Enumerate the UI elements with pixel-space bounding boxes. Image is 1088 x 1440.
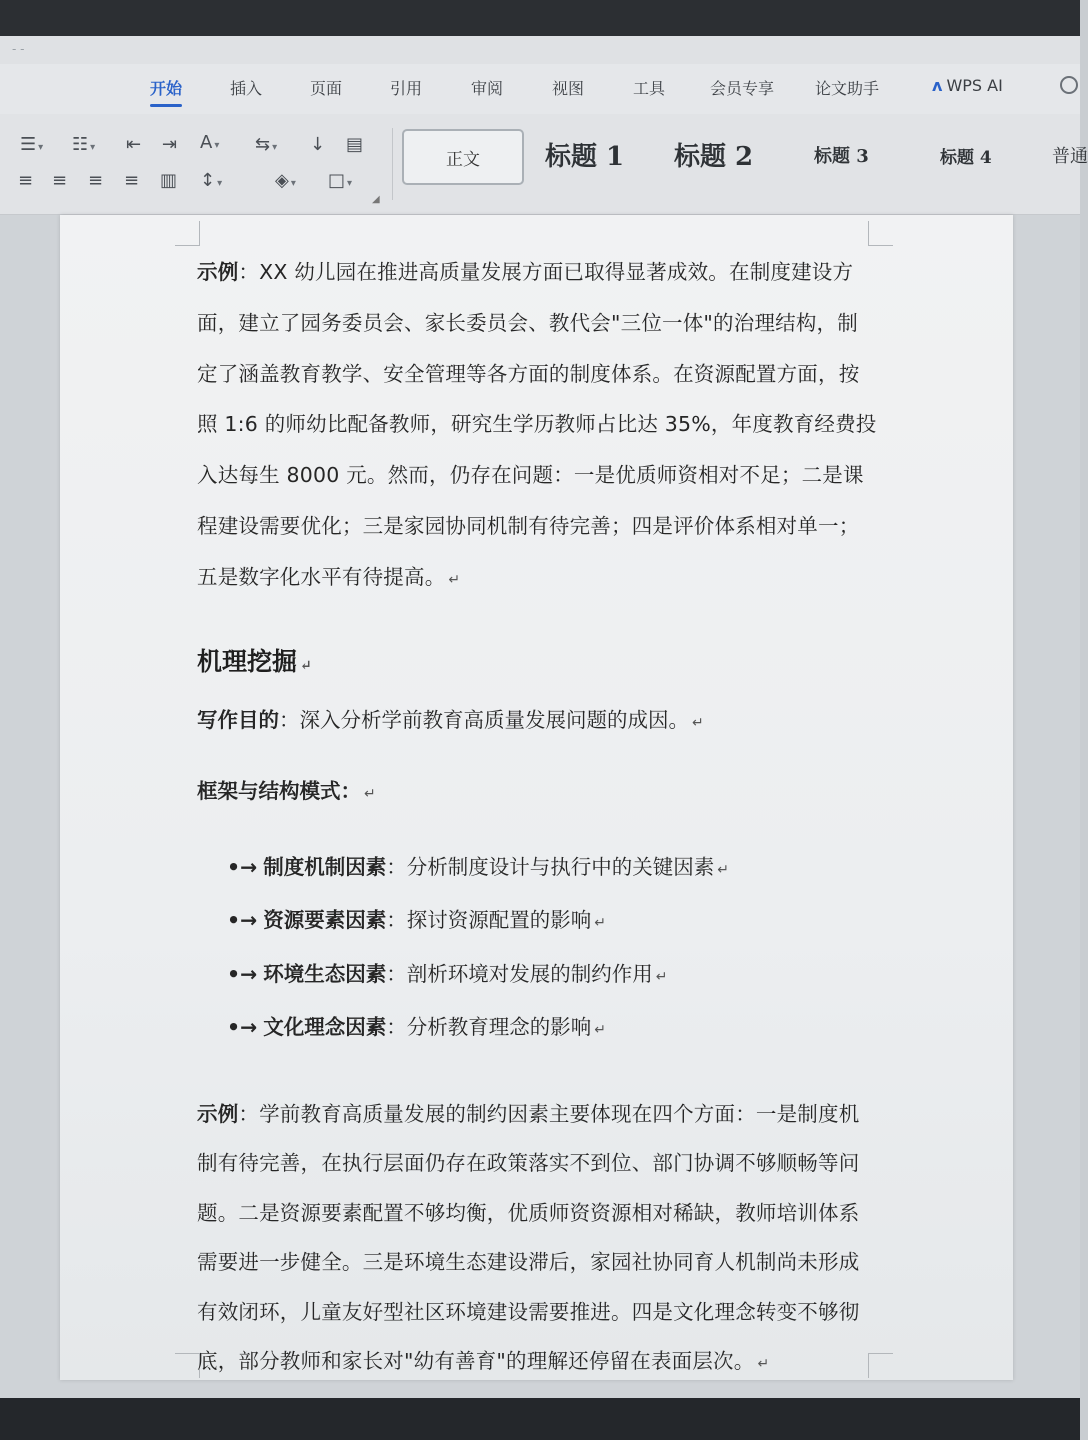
increase-indent-icon[interactable]: ⇥ <box>162 134 178 155</box>
bullet-text: 探讨资源配置的影响 <box>406 908 592 933</box>
style-more[interactable]: 普通 <box>1052 146 1088 167</box>
paragraph-mark-icon: ↵ <box>655 968 668 985</box>
example-label: 示例 <box>197 1101 239 1126</box>
paragraph-mark-icon: ↵ <box>757 1356 770 1373</box>
tab-page[interactable]: 页面 <box>310 79 343 98</box>
example-paragraph-1[interactable] <box>197 247 877 606</box>
justify-icon[interactable]: ≡ <box>124 170 140 191</box>
border-icon[interactable]: □ ▾ <box>328 170 353 191</box>
example-text: XX 幼儿园在推进高质量发展方面已取得显著成效。在制度建设方面，建立了园务委员会、家长委员会、教代会"三位一体"的治理结构，制定了涵盖教育教学、安全管理等各方面的制度体系。在资源配置方面，按照 1:6 的师幼比配备教师，研究生学历教师占比达 35%，年度教育经费投入达每生 8000 元。然而，仍存在问题：一是优质师资相对不足；二是课程建设需要优化；三是家园协同机制有待完善；四是评价体系相对单一；五是数字化水平有待提高。 <box>197 260 877 589</box>
framework-label: 框架与结构模式： <box>197 778 361 803</box>
paragraph-mark-icon: ↵ <box>300 657 312 674</box>
purpose-label: 写作目的 <box>197 707 279 732</box>
paragraph-mark-icon: ↵ <box>364 785 376 802</box>
decrease-indent-icon[interactable]: ⇤ <box>126 134 142 155</box>
screen-bezel-top <box>0 0 1080 36</box>
document-page[interactable] <box>60 215 1013 1380</box>
bullet-icon: •→ <box>227 961 258 986</box>
label-colon: ： <box>238 1101 260 1126</box>
tab-wps-ai-label: WPS AI <box>946 76 1003 95</box>
distribute-icon[interactable]: ▥ <box>160 170 178 191</box>
tab-wps-ai[interactable] <box>932 76 1003 95</box>
label-colon: ： <box>386 854 407 879</box>
example-block-2 <box>197 1090 877 1390</box>
font-size-icon[interactable]: A ▾ <box>200 132 220 153</box>
tab-member[interactable]: 会员专享 <box>710 79 775 98</box>
bullet-label: 环境生态因素 <box>263 961 387 986</box>
bullet-label: 制度机制因素 <box>263 854 387 879</box>
style-heading-3[interactable]: 标题 3 <box>814 146 869 167</box>
ribbon-tabs <box>0 64 1080 114</box>
sort-icon[interactable]: ↓ <box>310 134 326 155</box>
line-spacing-icon[interactable]: ↕ ▾ <box>200 170 223 191</box>
label-colon: ： <box>279 707 300 732</box>
bullet-icon: •→ <box>227 1015 258 1040</box>
table-icon[interactable]: ▤ <box>346 134 364 155</box>
tab-references[interactable]: 引用 <box>390 79 423 98</box>
list-item[interactable] <box>227 895 877 949</box>
ribbon-toolbar <box>0 114 1088 215</box>
align-center-icon[interactable]: ≡ <box>52 170 68 191</box>
purpose-text: 深入分析学前教育高质量发展问题的成因。 <box>299 707 689 732</box>
list-item[interactable] <box>227 949 877 1003</box>
factor-bullet-list <box>227 842 877 1056</box>
bullet-text: 剖析环境对发展的制约作用 <box>406 961 653 986</box>
align-left-icon[interactable]: ≡ <box>18 170 34 191</box>
numbered-list-icon[interactable]: ☷ ▾ <box>72 134 96 155</box>
paragraph-mark-icon: ↵ <box>692 714 704 731</box>
bullet-label: 资源要素因素 <box>263 908 387 933</box>
tab-insert[interactable]: 插入 <box>230 79 263 98</box>
wps-ai-icon: ʌ <box>932 76 943 95</box>
label-colon: ： <box>386 961 407 986</box>
paragraph-mark-icon: ↵ <box>594 1022 607 1039</box>
example-paragraph-2[interactable] <box>197 1090 877 1390</box>
document-area[interactable] <box>0 215 1080 1398</box>
style-heading-1[interactable]: 标题 1 <box>545 142 625 172</box>
bullet-text: 分析制度设计与执行中的关键因素 <box>406 854 715 879</box>
tab-home[interactable]: 开始 <box>150 76 182 99</box>
toolbar-divider <box>392 128 393 200</box>
align-right-icon[interactable]: ≡ <box>88 170 104 191</box>
section-heading-text: 机理挖掘 <box>197 646 298 676</box>
style-normal[interactable]: 正文 <box>402 129 524 185</box>
tab-view[interactable]: 视图 <box>552 79 585 98</box>
purpose-paragraph[interactable] <box>197 700 877 743</box>
framework-paragraph[interactable] <box>197 771 877 814</box>
title-bar <box>0 36 1080 64</box>
search-icon[interactable] <box>1060 76 1078 94</box>
example-label: 示例 <box>197 260 239 284</box>
text-direction-icon[interactable]: ⇆ ▾ <box>255 134 278 155</box>
shading-icon[interactable]: ◈ ▾ <box>275 170 296 191</box>
screen-bezel-bottom <box>0 1398 1080 1440</box>
section-heading[interactable] <box>197 642 877 678</box>
style-heading-2[interactable]: 标题 2 <box>674 142 754 172</box>
document-content[interactable] <box>197 247 877 1390</box>
bullet-list-icon[interactable]: ☰ ▾ <box>20 134 44 155</box>
bullet-label: 文化理念因素 <box>263 1015 387 1040</box>
paragraph-mark-icon: ↵ <box>448 571 461 588</box>
label-colon: ： <box>386 908 407 933</box>
list-item[interactable] <box>227 1002 877 1056</box>
list-item[interactable] <box>227 842 877 896</box>
bullet-icon: •→ <box>227 908 258 933</box>
label-colon: ： <box>238 260 260 284</box>
paragraph-mark-icon: ↵ <box>594 915 607 932</box>
example-text: 学前教育高质量发展的制约因素主要体现在四个方面：一是制度机制有待完善，在执行层面仍存在政策落实不到位、部门协调不够顺畅等问题。二是资源要素配置不够均衡，优质师资资源相对稀缺，教师培训体系需要进一步健全。三是环境生态建设滞后，家园社协同育人机制尚未形成有效闭环，儿童友好型社区环境建设需要推进。四是文化理念转变不够彻底，部分教师和家长对"幼有善育"的理解还停留在表面层次。 <box>197 1101 860 1374</box>
wps-writer-window <box>0 36 1088 1398</box>
tab-tools[interactable]: 工具 <box>633 79 666 98</box>
bullet-text: 分析教育理念的影响 <box>406 1015 592 1040</box>
tab-thesis-assistant[interactable]: 论文助手 <box>815 79 880 98</box>
bullet-icon: •→ <box>227 854 258 879</box>
window-menu-icon[interactable]: ‑ ‑ <box>12 42 25 56</box>
paragraph-launcher-icon[interactable]: ◢ <box>372 194 380 205</box>
label-colon: ： <box>386 1015 407 1040</box>
style-heading-4[interactable]: 标题 4 <box>940 148 992 168</box>
paragraph-mark-icon: ↵ <box>717 861 730 878</box>
margin-corner-mark <box>868 221 893 246</box>
tab-review[interactable]: 审阅 <box>471 79 504 98</box>
margin-corner-mark <box>175 221 200 246</box>
